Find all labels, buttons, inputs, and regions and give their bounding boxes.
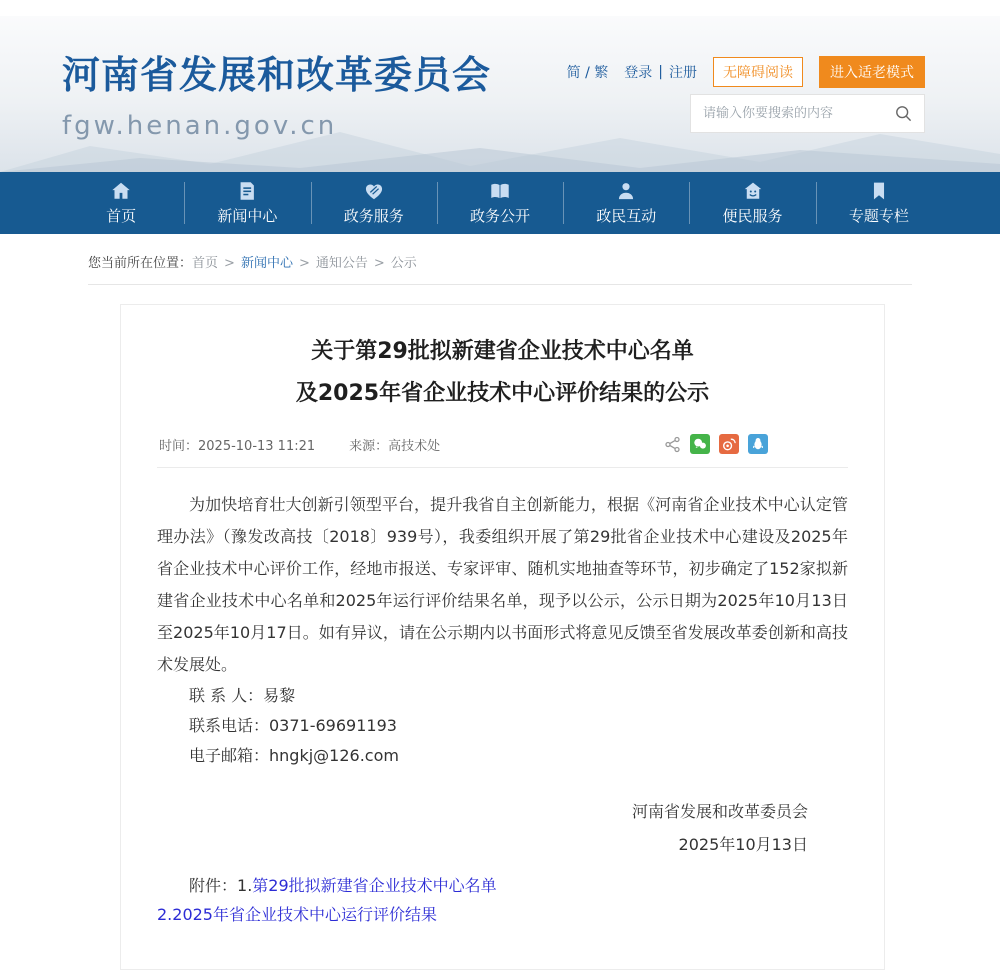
nav-item-label: 政务服务 (343, 207, 404, 225)
signature-organization: 河南省发展和改革委员会 (631, 802, 808, 821)
register-link[interactable]: 注册 (669, 65, 697, 81)
services-heart-icon (363, 180, 385, 202)
nav-item-label: 专题专栏 (848, 207, 909, 225)
nav-item-government-disclosure[interactable] (437, 172, 563, 234)
breadcrumb (88, 234, 912, 285)
nav-item-home[interactable] (58, 172, 184, 234)
nav-item-convenience-services[interactable] (689, 172, 815, 234)
attachment-1-link[interactable]: 第29批拟新建省企业技术中心名单 (252, 876, 497, 895)
breadcrumb-item-home[interactable]: 首页 (192, 256, 219, 271)
article-title-line1: 关于第29批拟新建省企业技术中心名单 (311, 339, 694, 364)
person-icon (615, 180, 637, 202)
wechat-icon[interactable] (690, 434, 710, 454)
search-box[interactable] (690, 94, 925, 133)
attachment-2-link[interactable]: 2.2025年省企业技术中心运行评价结果 (157, 905, 437, 924)
nav-item-label: 首页 (106, 207, 137, 225)
open-book-icon (489, 180, 511, 202)
convenience-house-icon (742, 180, 764, 202)
main-navigation (0, 172, 1000, 234)
site-header (0, 16, 1000, 172)
attachment-line-2 (157, 900, 848, 929)
contact-email: 电子邮箱：hngkj@126.com (189, 746, 399, 765)
simplified-traditional-toggle[interactable]: 简 / 繁 (566, 65, 609, 81)
source-department: 来源：高技术处 (349, 438, 441, 454)
signature-block (157, 797, 848, 860)
nav-item-label: 政民互动 (596, 207, 657, 225)
article-paragraph: 为加快培育壮大创新引领型平台，提升我省自主创新能力，根据《河南省企业技术中心认定管理办法》（豫发改高技〔2018〕939号），我委组织开展了第29批省企业技术中心建设及2025年省企业技术中心评价工作，经地市报送、专家评审、随机实地抽查等环节，初步确定了152家拟新建省企业技术中心名单和2025年运行评价结果名单，现予以公示，公示日期为2025年10月13日至2025年10月17日。如有异议，请在公示期内以书面形式将意见反馈至省发展改革委创新和高技术发展处。 (157, 495, 848, 674)
publish-time: 时间：2025-10-13 11:21 (159, 438, 316, 454)
search-icon[interactable] (895, 105, 912, 122)
attachment-1-number: 1. (237, 876, 253, 895)
news-icon (236, 180, 258, 202)
nav-item-label: 新闻中心 (217, 207, 278, 225)
header-utility-links (567, 56, 925, 88)
breadcrumb-separator: > (224, 256, 235, 271)
accessibility-reading-button[interactable]: 无障碍阅读 (713, 57, 803, 87)
article-meta-row (157, 428, 848, 468)
top-white-strip (0, 0, 1000, 16)
weibo-icon[interactable] (719, 434, 739, 454)
share-nodes-icon[interactable] (664, 436, 681, 453)
bookmark-icon (868, 180, 890, 202)
qq-icon[interactable] (748, 434, 768, 454)
breadcrumb-item-notices[interactable]: 通知公告 (315, 256, 368, 271)
contact-person: 联 系 人：易黎 (189, 686, 296, 705)
contact-phone: 联系电话：0371-69691193 (189, 716, 397, 735)
breadcrumb-prefix: 您当前所在位置： (88, 256, 193, 271)
breadcrumb-separator: > (373, 256, 385, 271)
site-title: 河南省发展和改革委员会 (62, 53, 492, 97)
breadcrumb-separator: > (298, 256, 310, 271)
elder-mode-button[interactable]: 进入适老模式 (819, 56, 925, 88)
site-url: fgw.henan.gov.cn (62, 111, 338, 141)
article-title (157, 331, 848, 415)
login-register-divider: | (658, 64, 663, 80)
nav-item-government-services[interactable] (311, 172, 437, 234)
nav-item-news-center[interactable] (184, 172, 310, 234)
share-icons-group (664, 434, 768, 454)
article-title-line2: 及2025年省企业技术中心评价结果的公示 (295, 381, 710, 406)
search-input[interactable] (703, 106, 895, 121)
breadcrumb-item-public-notice[interactable]: 公示 (390, 256, 417, 271)
attachments-section (157, 871, 848, 929)
home-icon (110, 180, 132, 202)
signature-date: 2025年10月13日 (678, 835, 808, 854)
nav-item-label: 便民服务 (722, 207, 783, 225)
article-card (120, 304, 885, 970)
nav-item-public-interaction[interactable] (563, 172, 689, 234)
login-link[interactable]: 登录 (624, 65, 653, 81)
breadcrumb-item-news-center[interactable]: 新闻中心 (240, 256, 293, 271)
nav-item-label: 政务公开 (469, 207, 530, 225)
nav-item-special-topics[interactable] (816, 172, 942, 234)
contact-info (157, 681, 848, 771)
attachment-line-1 (157, 871, 848, 900)
attachments-prefix: 附件： (189, 876, 238, 895)
site-logo[interactable] (62, 44, 491, 141)
